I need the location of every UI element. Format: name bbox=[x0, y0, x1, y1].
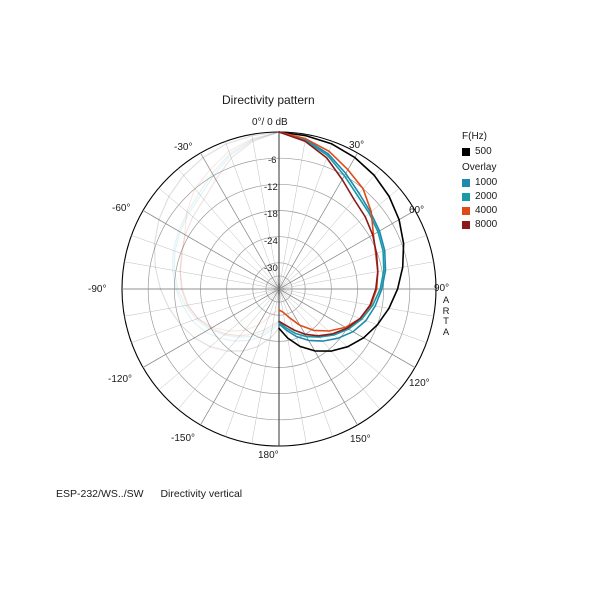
chart-caption bbox=[56, 488, 242, 500]
legend bbox=[462, 130, 497, 232]
arta-watermark bbox=[441, 296, 451, 338]
angle-label-m150: -150° bbox=[171, 433, 196, 444]
chart-title: Directivity pattern bbox=[222, 93, 315, 107]
legend-subtitle: Overlay bbox=[462, 162, 497, 173]
arta-letter-a: A bbox=[442, 295, 450, 306]
legend-swatch-icon-8000 bbox=[462, 221, 470, 229]
legend-item-1000[interactable] bbox=[462, 176, 497, 190]
legend-swatch-icon-4000 bbox=[462, 207, 470, 215]
angle-label-150: 150° bbox=[350, 434, 371, 445]
angle-label-m30: -30° bbox=[174, 142, 193, 153]
legend-label-1000: 1000 bbox=[475, 177, 498, 188]
angle-label-m120: -120° bbox=[108, 374, 133, 385]
legend-swatch-icon-2000 bbox=[462, 193, 470, 201]
angle-label-120: 120° bbox=[409, 378, 430, 389]
legend-label-500: 500 bbox=[475, 146, 492, 157]
caption-model: ESP-232/WS../SW bbox=[56, 488, 144, 500]
legend-item-500[interactable] bbox=[462, 145, 497, 159]
angle-label-30: 30° bbox=[349, 140, 365, 151]
angle-label-m60: -60° bbox=[112, 203, 131, 214]
caption-measurement: Directivity vertical bbox=[160, 488, 243, 500]
radial-label-12: -12 bbox=[264, 182, 278, 193]
radial-label-30: -30 bbox=[264, 263, 278, 274]
radial-label-18: -18 bbox=[264, 209, 278, 220]
angle-label-90: 90° bbox=[434, 283, 450, 294]
legend-title: F(Hz) bbox=[462, 131, 487, 142]
legend-item-8000[interactable] bbox=[462, 218, 497, 232]
legend-item-4000[interactable] bbox=[462, 204, 497, 218]
legend-swatch-icon-1000 bbox=[462, 179, 470, 187]
angle-label-m90: -90° bbox=[88, 284, 107, 295]
legend-label-2000: 2000 bbox=[475, 191, 498, 202]
angle-label-60: 60° bbox=[409, 205, 425, 216]
legend-item-2000[interactable] bbox=[462, 190, 497, 204]
arta-letter-t: T bbox=[443, 316, 449, 327]
legend-label-4000: 4000 bbox=[475, 205, 498, 216]
angle-label-0: 0°/ 0 dB bbox=[252, 117, 288, 128]
arta-letter-a2: A bbox=[442, 326, 450, 338]
legend-label-8000: 8000 bbox=[475, 219, 498, 230]
angle-label-180: 180° bbox=[258, 450, 279, 461]
arta-letter-r: R bbox=[442, 305, 450, 317]
legend-swatch-icon-500 bbox=[462, 148, 470, 156]
radial-label-24: -24 bbox=[264, 236, 278, 247]
radial-label-6: -6 bbox=[268, 155, 277, 166]
